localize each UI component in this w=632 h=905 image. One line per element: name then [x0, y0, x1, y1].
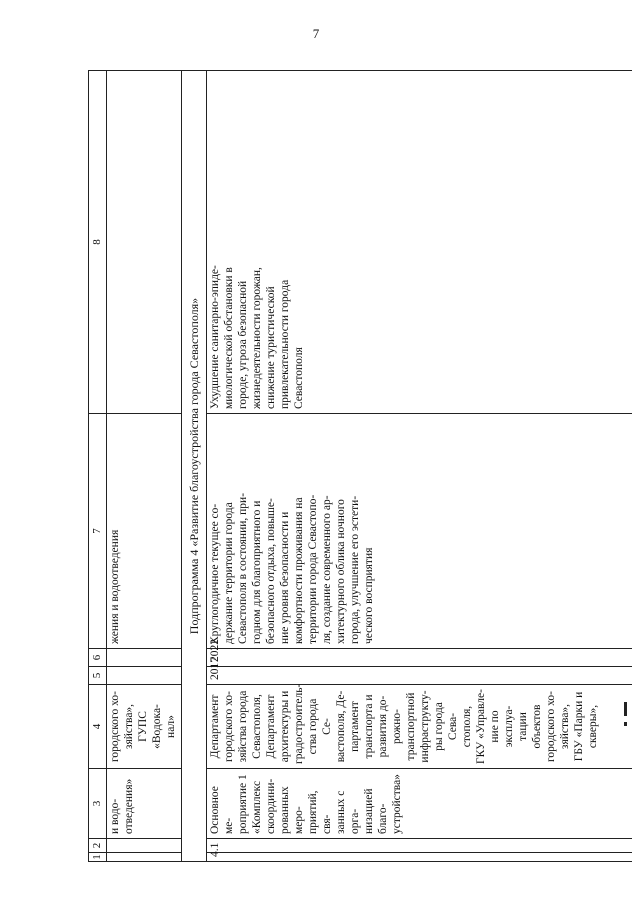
- header-row: [89, 71, 107, 862]
- page-number: 7: [312, 26, 320, 41]
- header-col-6: 6: [89, 649, 107, 667]
- row-measure-name: Основное ме- роприятие 1 «Комплекс скоордини- рованных меро- приятий, свя- занных с орга- низацией благо- устройства»: [207, 769, 632, 839]
- margin-mark: [624, 702, 627, 716]
- header-col-4: 4: [89, 685, 107, 769]
- rotated-table-frame: [88, 71, 632, 862]
- margin-mark-small: [624, 722, 627, 726]
- header-col-3: 3: [89, 769, 107, 839]
- cont-cell-2: [107, 839, 182, 853]
- cont-cell-4: городского хо- зяйства», ГУПС «Водока- нал»: [107, 685, 182, 769]
- measures-table: [88, 70, 632, 862]
- row-empty-cell: [207, 839, 632, 853]
- row-expected-result: Круглогодичное текущее со- держание территории города Севастополя в состоянии, при- годном для благоприятного и безопасного отдыха, повыше- ние уровня безопасности и комфортности проживания на территории города Севастопо- ля, создание современного ар- хитектурного облика ночного города, улучшение его эстети- ческого восприятия: [207, 414, 632, 649]
- cont-cell-8: [107, 71, 182, 414]
- subprogram-row: [182, 71, 207, 862]
- header-col-8: 8: [89, 71, 107, 414]
- cont-cell-1: [107, 853, 182, 862]
- subprogram-title: Подпрограмма 4 «Развитие благоустройства города Севастополя»: [182, 71, 207, 862]
- row-consequence: Ухудшение санитарно-эпиде- миологической обстановки в городе, угроза безопасной жизнедеятельности горожан, снижение туристической привлекательности города Севастополя: [207, 71, 632, 414]
- header-col-2: 2: [89, 839, 107, 853]
- header-col-1: 1: [89, 853, 107, 862]
- cont-cell-6: [107, 649, 182, 667]
- continuation-row: [107, 71, 182, 862]
- row-executors: Департамент городского хо- зяйства города Севастополя, Департамент архитектуры и градостроитель- ства города Се- вастополя, Де- партамент транспорта и развития до- рожно- транспортной инфраструкту- ры города Сева- стополя, ГКУ «Управле- ние по эксплуа- тации объектов городского хо- зяйства», ГБУ «Парки и скверы»,: [207, 685, 632, 769]
- header-col-7: 7: [89, 414, 107, 649]
- cont-cell-3: и водо- отведения»: [107, 769, 182, 839]
- cont-cell-5: [107, 667, 182, 685]
- header-col-5: 5: [89, 667, 107, 685]
- row-start-year: 2017: [207, 667, 632, 685]
- row-end-year: 2022: [207, 649, 632, 667]
- cont-cell-7: жения и водоотведения: [107, 414, 182, 649]
- table-row: [207, 71, 632, 862]
- row-number: 4.1: [207, 853, 632, 862]
